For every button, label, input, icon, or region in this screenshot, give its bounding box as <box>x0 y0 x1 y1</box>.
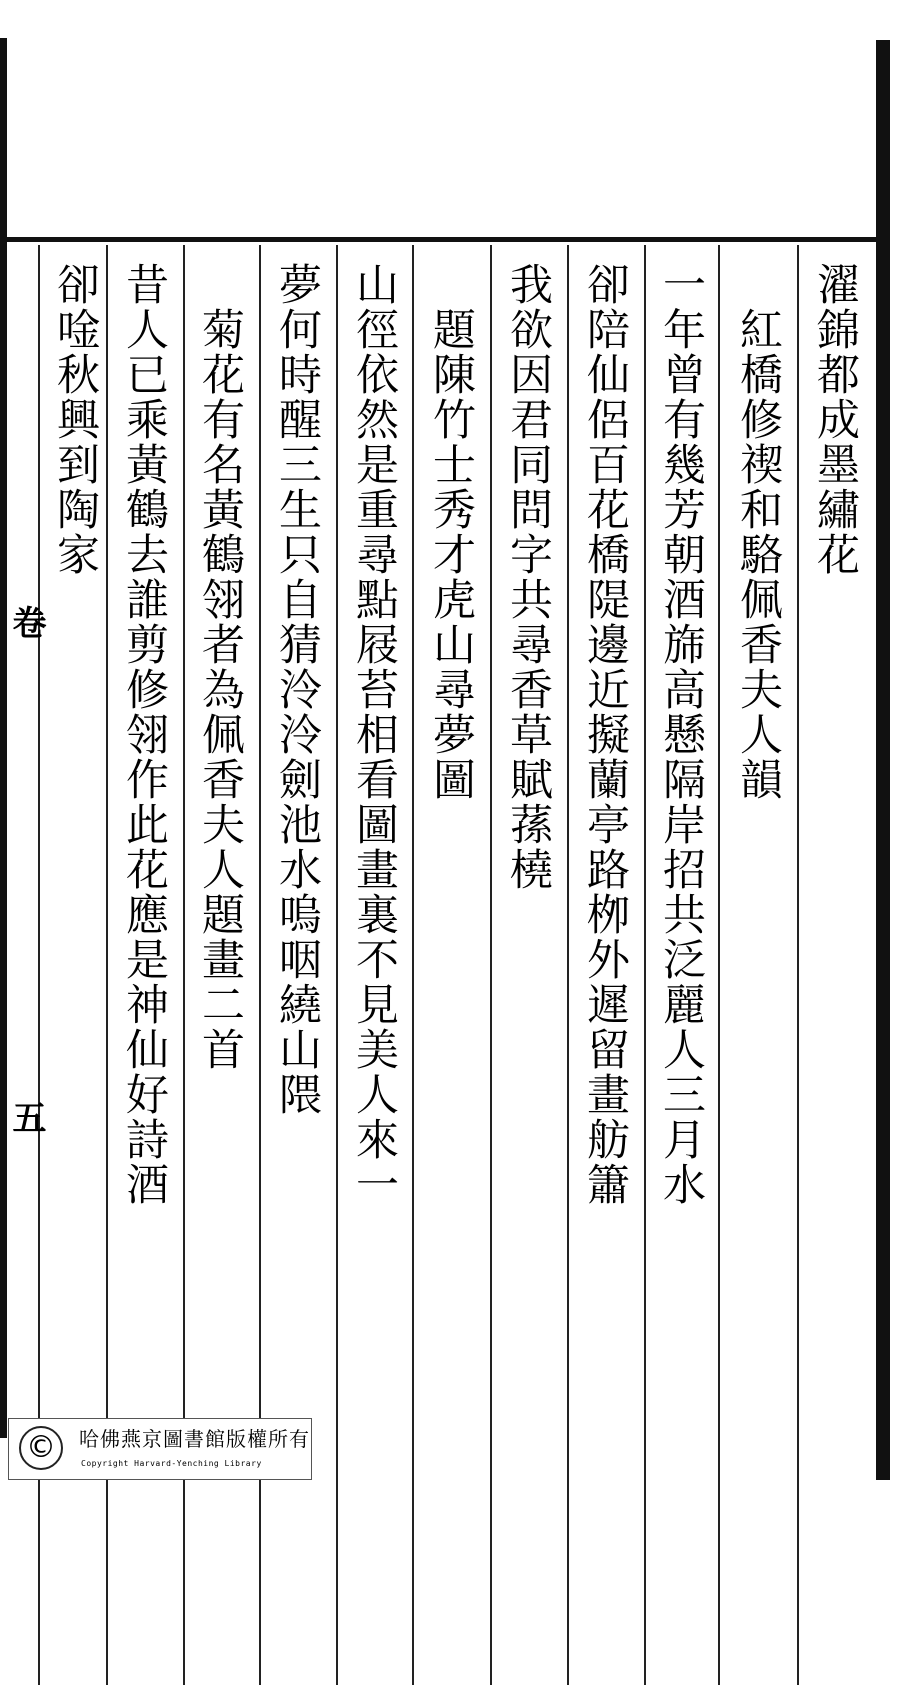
column-rule <box>490 245 492 1685</box>
text-column-6: 題陳竹士秀才虎山尋夢圖 <box>426 262 476 802</box>
text-column-7: 山徑依然是重尋點屐苔相看圖畫裏不見美人來一 <box>349 262 399 1207</box>
text-column-4: 卻陪仙侶百花橋隄邊近擬蘭亭路栁外遲留畫舫簫 <box>580 262 630 1207</box>
page-edge-right <box>876 40 890 1480</box>
column-rule <box>412 245 414 1685</box>
copyright-icon: © <box>19 1426 63 1470</box>
column-rule <box>718 245 720 1685</box>
text-column-2: 紅橋修禊和駱佩香夫人韻 <box>733 262 783 802</box>
fold-mark-volume: 卷 <box>6 605 46 639</box>
column-rule <box>336 245 338 1685</box>
text-column-5: 我欲因君同問字共尋香草賦蓀橈 <box>503 262 553 892</box>
column-rule <box>644 245 646 1685</box>
library-name-cn: 哈佛燕京圖書館版權所有 <box>79 1427 310 1451</box>
text-column-10: 昔人已乘黃鶴去誰剪修翎作此花應是神仙好詩酒 <box>119 262 169 1207</box>
fold-mark-page: 五 <box>6 1100 46 1134</box>
column-rule <box>567 245 569 1685</box>
column-rule <box>797 245 799 1685</box>
text-column-8: 夢何時醒三生只自猜泠泠劍池水嗚咽繞山隈 <box>272 262 322 1117</box>
library-name-en: Copyright Harvard-Yenching Library <box>81 1459 262 1468</box>
fold-margin <box>0 585 46 1165</box>
text-column-11: 卻唫秋興到陶家 <box>50 262 100 577</box>
upper-margin <box>7 40 876 237</box>
text-column-9: 菊花有名黃鶴翎者為佩香夫人題畫二首 <box>195 262 245 1072</box>
text-column-1: 濯錦都成墨繡花 <box>810 262 860 577</box>
text-column-3: 一年曾有幾芳朝酒旆高懸隔岸招共泛麗人三月水 <box>656 262 706 1207</box>
frame-top-rule <box>7 237 876 242</box>
copyright-stamp <box>8 1418 312 1480</box>
